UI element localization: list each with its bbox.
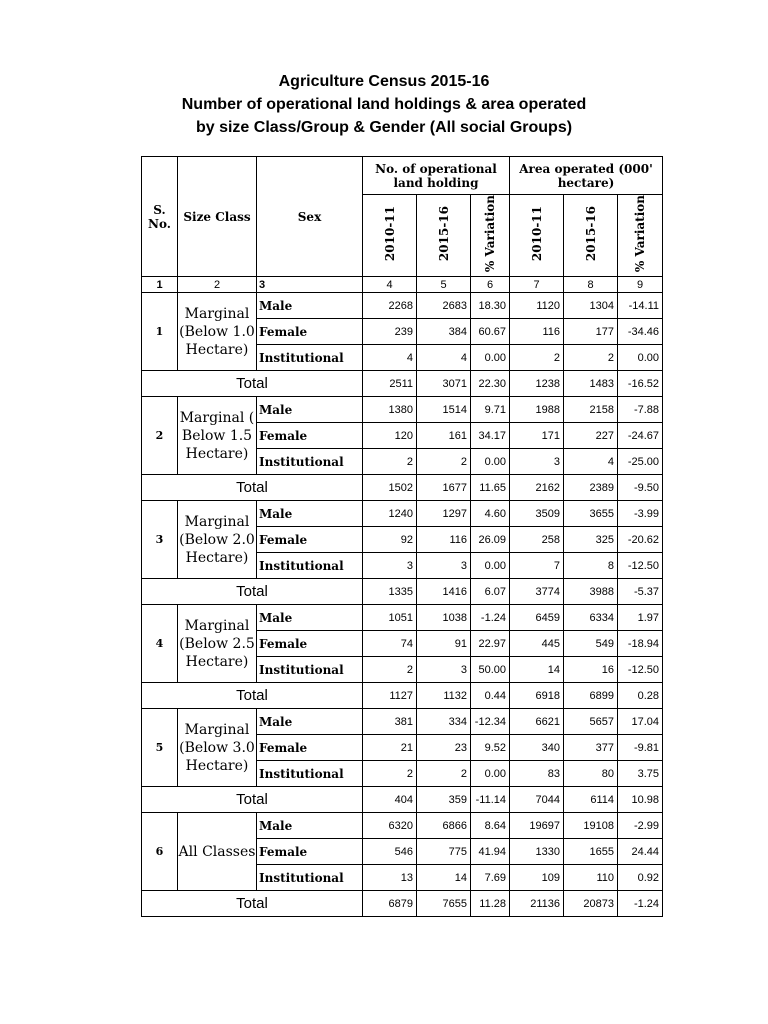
- cell-a2015: 3655: [564, 501, 618, 527]
- cell-h2010: 2: [363, 761, 417, 787]
- serial-number: 2: [142, 397, 178, 475]
- cell-hvar: 9.71: [471, 397, 510, 423]
- cell-hvar: 26.09: [471, 527, 510, 553]
- total-h2015: 359: [417, 787, 471, 813]
- cell-a2015: 2: [564, 345, 618, 371]
- cell-h2010: 381: [363, 709, 417, 735]
- sex-label: Male: [257, 501, 363, 527]
- serial-number: 3: [142, 501, 178, 579]
- sex-label: Institutional: [257, 761, 363, 787]
- cell-avar: 24.44: [618, 839, 663, 865]
- total-hvar: 11.65: [471, 475, 510, 501]
- sex-label: Male: [257, 709, 363, 735]
- sex-label: Institutional: [257, 657, 363, 683]
- total-avar: 10.98: [618, 787, 663, 813]
- table-row: [142, 293, 663, 319]
- sex-label: Male: [257, 397, 363, 423]
- total-a2010: 7044: [510, 787, 564, 813]
- sex-label: Institutional: [257, 345, 363, 371]
- column-number-row: [142, 277, 663, 293]
- cell-h2010: 1240: [363, 501, 417, 527]
- cell-a2015: 2158: [564, 397, 618, 423]
- cell-h2015: 23: [417, 735, 471, 761]
- cell-avar: -12.50: [618, 553, 663, 579]
- cell-h2015: 91: [417, 631, 471, 657]
- total-label: Total: [142, 475, 363, 501]
- header-sno: S. No.: [142, 157, 178, 277]
- total-h2015: 1416: [417, 579, 471, 605]
- cell-a2015: 325: [564, 527, 618, 553]
- cell-avar: 0.92: [618, 865, 663, 891]
- cell-avar: -14.11: [618, 293, 663, 319]
- total-row: [142, 683, 663, 709]
- cell-h2010: 120: [363, 423, 417, 449]
- cell-hvar: 0.00: [471, 761, 510, 787]
- cell-h2015: 3: [417, 657, 471, 683]
- total-row: [142, 891, 663, 917]
- total-a2015: 20873: [564, 891, 618, 917]
- total-label: Total: [142, 371, 363, 397]
- cell-h2010: 2: [363, 657, 417, 683]
- header-holdings-2010: 2010-11: [363, 195, 417, 277]
- cell-a2010: 445: [510, 631, 564, 657]
- sex-label: Female: [257, 423, 363, 449]
- cell-h2015: 2683: [417, 293, 471, 319]
- cell-avar: -24.67: [618, 423, 663, 449]
- cell-avar: 1.97: [618, 605, 663, 631]
- total-hvar: 0.44: [471, 683, 510, 709]
- cell-avar: -3.99: [618, 501, 663, 527]
- total-h2010: 1502: [363, 475, 417, 501]
- cell-a2015: 16: [564, 657, 618, 683]
- table-row: [142, 501, 663, 527]
- col-number: 6: [471, 277, 510, 293]
- col-number: 7: [510, 277, 564, 293]
- total-row: [142, 579, 663, 605]
- total-hvar: -11.14: [471, 787, 510, 813]
- size-class: Marginal ( Below 1.5 Hectare): [178, 397, 257, 475]
- cell-avar: -7.88: [618, 397, 663, 423]
- serial-number: 6: [142, 813, 178, 891]
- total-a2010: 2162: [510, 475, 564, 501]
- cell-hvar: -12.34: [471, 709, 510, 735]
- total-a2015: 1483: [564, 371, 618, 397]
- serial-number: 5: [142, 709, 178, 787]
- cell-a2015: 177: [564, 319, 618, 345]
- total-h2010: 6879: [363, 891, 417, 917]
- sex-label: Female: [257, 527, 363, 553]
- header-area-group: Area operated (000' hectare): [510, 157, 663, 195]
- cell-avar: 0.00: [618, 345, 663, 371]
- title-line-3: by size Class/Group & Gender (All social Groups): [195, 119, 573, 136]
- size-class: All Classes: [178, 813, 257, 891]
- cell-a2015: 19108: [564, 813, 618, 839]
- cell-avar: -20.62: [618, 527, 663, 553]
- cell-hvar: 41.94: [471, 839, 510, 865]
- cell-h2010: 74: [363, 631, 417, 657]
- cell-h2010: 6320: [363, 813, 417, 839]
- table-row: [142, 605, 663, 631]
- cell-a2015: 1655: [564, 839, 618, 865]
- total-label: Total: [142, 787, 363, 813]
- sex-label: Female: [257, 631, 363, 657]
- total-hvar: 6.07: [471, 579, 510, 605]
- total-avar: -1.24: [618, 891, 663, 917]
- cell-h2015: 1297: [417, 501, 471, 527]
- cell-a2015: 8: [564, 553, 618, 579]
- total-row: [142, 475, 663, 501]
- sex-label: Female: [257, 839, 363, 865]
- total-avar: -5.37: [618, 579, 663, 605]
- cell-h2015: 334: [417, 709, 471, 735]
- serial-number: 4: [142, 605, 178, 683]
- cell-h2015: 14: [417, 865, 471, 891]
- cell-avar: -18.94: [618, 631, 663, 657]
- cell-h2010: 2268: [363, 293, 417, 319]
- total-a2010: 3774: [510, 579, 564, 605]
- cell-h2015: 6866: [417, 813, 471, 839]
- cell-hvar: 0.00: [471, 553, 510, 579]
- total-h2010: 1127: [363, 683, 417, 709]
- cell-avar: -9.81: [618, 735, 663, 761]
- sex-label: Institutional: [257, 553, 363, 579]
- cell-a2010: 1988: [510, 397, 564, 423]
- total-label: Total: [142, 891, 363, 917]
- cell-hvar: 60.67: [471, 319, 510, 345]
- total-avar: -16.52: [618, 371, 663, 397]
- cell-avar: -12.50: [618, 657, 663, 683]
- total-hvar: 11.28: [471, 891, 510, 917]
- cell-h2015: 2: [417, 761, 471, 787]
- total-a2015: 6899: [564, 683, 618, 709]
- cell-a2010: 19697: [510, 813, 564, 839]
- cell-hvar: 0.00: [471, 345, 510, 371]
- col-number: 9: [618, 277, 663, 293]
- total-label: Total: [142, 683, 363, 709]
- col-number: 1: [142, 277, 178, 293]
- sex-label: Male: [257, 293, 363, 319]
- size-class: Marginal (Below 1.0 Hectare): [178, 293, 257, 371]
- cell-a2015: 377: [564, 735, 618, 761]
- header-sex: Sex: [257, 157, 363, 277]
- total-h2015: 1677: [417, 475, 471, 501]
- cell-a2010: 2: [510, 345, 564, 371]
- title-line-2: Number of operational land holdings & area operated: [181, 96, 587, 113]
- total-a2010: 1238: [510, 371, 564, 397]
- header-holdings-variation: % Variation: [471, 195, 510, 277]
- size-class: Marginal (Below 2.0 Hectare): [178, 501, 257, 579]
- total-a2015: 2389: [564, 475, 618, 501]
- cell-hvar: 7.69: [471, 865, 510, 891]
- cell-avar: 3.75: [618, 761, 663, 787]
- cell-h2010: 92: [363, 527, 417, 553]
- cell-a2010: 109: [510, 865, 564, 891]
- cell-h2010: 1380: [363, 397, 417, 423]
- cell-h2015: 2: [417, 449, 471, 475]
- cell-h2010: 3: [363, 553, 417, 579]
- cell-a2015: 110: [564, 865, 618, 891]
- sex-label: Male: [257, 813, 363, 839]
- total-label: Total: [142, 579, 363, 605]
- total-a2010: 6918: [510, 683, 564, 709]
- header-size-class: Size Class: [178, 157, 257, 277]
- cell-a2010: 1330: [510, 839, 564, 865]
- size-class: Marginal (Below 3.0 Hectare): [178, 709, 257, 787]
- cell-h2015: 1514: [417, 397, 471, 423]
- cell-h2010: 21: [363, 735, 417, 761]
- table-row: [142, 709, 663, 735]
- size-class: Marginal (Below 2.5 Hectare): [178, 605, 257, 683]
- cell-h2015: 3: [417, 553, 471, 579]
- col-number: 8: [564, 277, 618, 293]
- cell-a2015: 80: [564, 761, 618, 787]
- total-row: [142, 371, 663, 397]
- cell-hvar: 34.17: [471, 423, 510, 449]
- cell-avar: -34.46: [618, 319, 663, 345]
- total-row: [142, 787, 663, 813]
- header-area-2015: 2015-16: [564, 195, 618, 277]
- total-avar: -9.50: [618, 475, 663, 501]
- cell-a2010: 6459: [510, 605, 564, 631]
- cell-a2010: 6621: [510, 709, 564, 735]
- cell-a2010: 1120: [510, 293, 564, 319]
- sex-label: Institutional: [257, 449, 363, 475]
- total-h2010: 2511: [363, 371, 417, 397]
- cell-hvar: -1.24: [471, 605, 510, 631]
- cell-a2010: 258: [510, 527, 564, 553]
- cell-a2015: 227: [564, 423, 618, 449]
- cell-a2010: 171: [510, 423, 564, 449]
- cell-h2015: 4: [417, 345, 471, 371]
- header-area-2010: 2010-11: [510, 195, 564, 277]
- cell-h2015: 384: [417, 319, 471, 345]
- cell-hvar: 9.52: [471, 735, 510, 761]
- col-number: 5: [417, 277, 471, 293]
- total-h2015: 7655: [417, 891, 471, 917]
- cell-hvar: 22.97: [471, 631, 510, 657]
- col-number: 2: [178, 277, 257, 293]
- col-number: 4: [363, 277, 417, 293]
- title-line-1: Agriculture Census 2015-16: [278, 73, 490, 90]
- cell-h2010: 1051: [363, 605, 417, 631]
- cell-a2015: 549: [564, 631, 618, 657]
- cell-h2015: 116: [417, 527, 471, 553]
- cell-a2010: 3: [510, 449, 564, 475]
- total-hvar: 22.30: [471, 371, 510, 397]
- cell-a2010: 3509: [510, 501, 564, 527]
- cell-a2010: 83: [510, 761, 564, 787]
- cell-h2015: 161: [417, 423, 471, 449]
- cell-avar: -2.99: [618, 813, 663, 839]
- cell-a2010: 116: [510, 319, 564, 345]
- cell-hvar: 50.00: [471, 657, 510, 683]
- total-a2015: 6114: [564, 787, 618, 813]
- header-area-variation: % Variation: [618, 195, 663, 277]
- cell-hvar: 4.60: [471, 501, 510, 527]
- cell-a2015: 5657: [564, 709, 618, 735]
- total-a2010: 21136: [510, 891, 564, 917]
- cell-h2015: 1038: [417, 605, 471, 631]
- total-h2010: 404: [363, 787, 417, 813]
- total-a2015: 3988: [564, 579, 618, 605]
- table-row: [142, 397, 663, 423]
- cell-a2015: 1304: [564, 293, 618, 319]
- sex-label: Female: [257, 735, 363, 761]
- header-holdings-2015: 2015-16: [417, 195, 471, 277]
- cell-h2015: 775: [417, 839, 471, 865]
- cell-h2010: 546: [363, 839, 417, 865]
- total-h2010: 1335: [363, 579, 417, 605]
- cell-avar: -25.00: [618, 449, 663, 475]
- cell-h2010: 4: [363, 345, 417, 371]
- census-table: [141, 156, 663, 917]
- cell-a2015: 6334: [564, 605, 618, 631]
- cell-avar: 17.04: [618, 709, 663, 735]
- cell-h2010: 2: [363, 449, 417, 475]
- header-holdings-group: No. of operational land holding: [363, 157, 510, 195]
- cell-hvar: 18.30: [471, 293, 510, 319]
- total-h2015: 1132: [417, 683, 471, 709]
- sex-label: Institutional: [257, 865, 363, 891]
- cell-hvar: 0.00: [471, 449, 510, 475]
- total-h2015: 3071: [417, 371, 471, 397]
- cell-a2010: 340: [510, 735, 564, 761]
- sex-label: Male: [257, 605, 363, 631]
- cell-hvar: 8.64: [471, 813, 510, 839]
- cell-h2010: 239: [363, 319, 417, 345]
- sex-label: Female: [257, 319, 363, 345]
- table-row: [142, 813, 663, 839]
- cell-a2010: 7: [510, 553, 564, 579]
- cell-h2010: 13: [363, 865, 417, 891]
- serial-number: 1: [142, 293, 178, 371]
- col-number: 3: [257, 277, 363, 293]
- cell-a2010: 14: [510, 657, 564, 683]
- total-avar: 0.28: [618, 683, 663, 709]
- cell-a2015: 4: [564, 449, 618, 475]
